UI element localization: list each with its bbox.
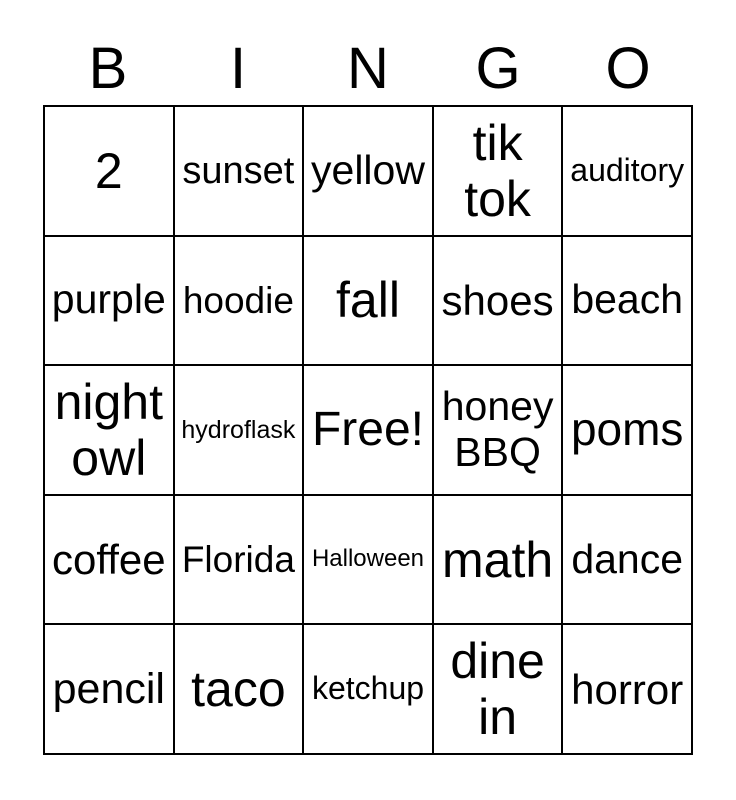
cell-text: taco — [191, 661, 286, 718]
bingo-title-letter-g: G — [475, 36, 521, 101]
cell-text: purple — [51, 276, 166, 323]
cell-text: Free! — [311, 403, 424, 457]
bingo-cell[interactable] — [434, 366, 562, 494]
cell-text: Florida — [181, 538, 295, 580]
bingo-cell[interactable] — [304, 237, 432, 365]
bingo-cell[interactable] — [563, 237, 691, 365]
bingo-cell[interactable] — [434, 496, 562, 624]
bingo-cell[interactable] — [175, 366, 303, 494]
cell-text: Halloween — [311, 545, 425, 573]
bingo-cell[interactable] — [45, 496, 173, 624]
bingo-title-letter-i: I — [229, 36, 247, 101]
bingo-grid — [43, 105, 693, 755]
bingo-cell[interactable] — [434, 625, 562, 753]
bingo-cell[interactable] — [175, 237, 303, 365]
bingo-title-letter-n: N — [347, 36, 389, 101]
cell-text: fall — [336, 272, 400, 329]
bingo-cell[interactable] — [175, 107, 303, 235]
cell-text: honey BBQ — [441, 383, 554, 475]
bingo-title-letter-o: O — [605, 36, 651, 101]
bingo-cell[interactable] — [434, 107, 562, 235]
bingo-cell[interactable] — [175, 625, 303, 753]
cell-text: tik tok — [464, 114, 531, 227]
cell-text: auditory — [570, 151, 685, 188]
cell-text: shoes — [441, 276, 554, 324]
cell-text: dance — [571, 535, 684, 582]
bingo-cell[interactable] — [304, 107, 432, 235]
bingo-cell[interactable] — [563, 625, 691, 753]
cell-text: hoodie — [182, 279, 294, 321]
cell-text: sunset — [182, 149, 295, 192]
cell-text: night owl — [54, 373, 164, 486]
cell-text: pencil — [52, 665, 165, 714]
bingo-cell[interactable] — [304, 625, 432, 753]
bingo-cell[interactable] — [45, 237, 173, 365]
bingo-cell[interactable] — [175, 496, 303, 624]
cell-text: coffee — [51, 536, 166, 584]
bingo-cell[interactable] — [563, 366, 691, 494]
bingo-cell[interactable] — [434, 237, 562, 365]
bingo-title — [43, 36, 693, 101]
bingo-cell[interactable] — [45, 107, 173, 235]
bingo-cell[interactable] — [45, 625, 173, 753]
cell-text: beach — [571, 276, 684, 323]
cell-text: math — [442, 531, 554, 588]
bingo-cell[interactable] — [563, 107, 691, 235]
cell-text: ketchup — [311, 670, 425, 707]
bingo-title-letter-b: B — [88, 36, 128, 101]
cell-text: 2 — [94, 142, 123, 199]
cell-text: hydroflask — [181, 415, 296, 444]
cell-text: poms — [570, 403, 684, 456]
bingo-cell[interactable] — [45, 366, 173, 494]
cell-text: yellow — [311, 146, 425, 193]
bingo-cell-free[interactable] — [304, 366, 432, 494]
cell-text: dine in — [450, 633, 545, 746]
cell-text: horror — [571, 665, 684, 713]
bingo-cell[interactable] — [304, 496, 432, 624]
bingo-cell[interactable] — [563, 496, 691, 624]
